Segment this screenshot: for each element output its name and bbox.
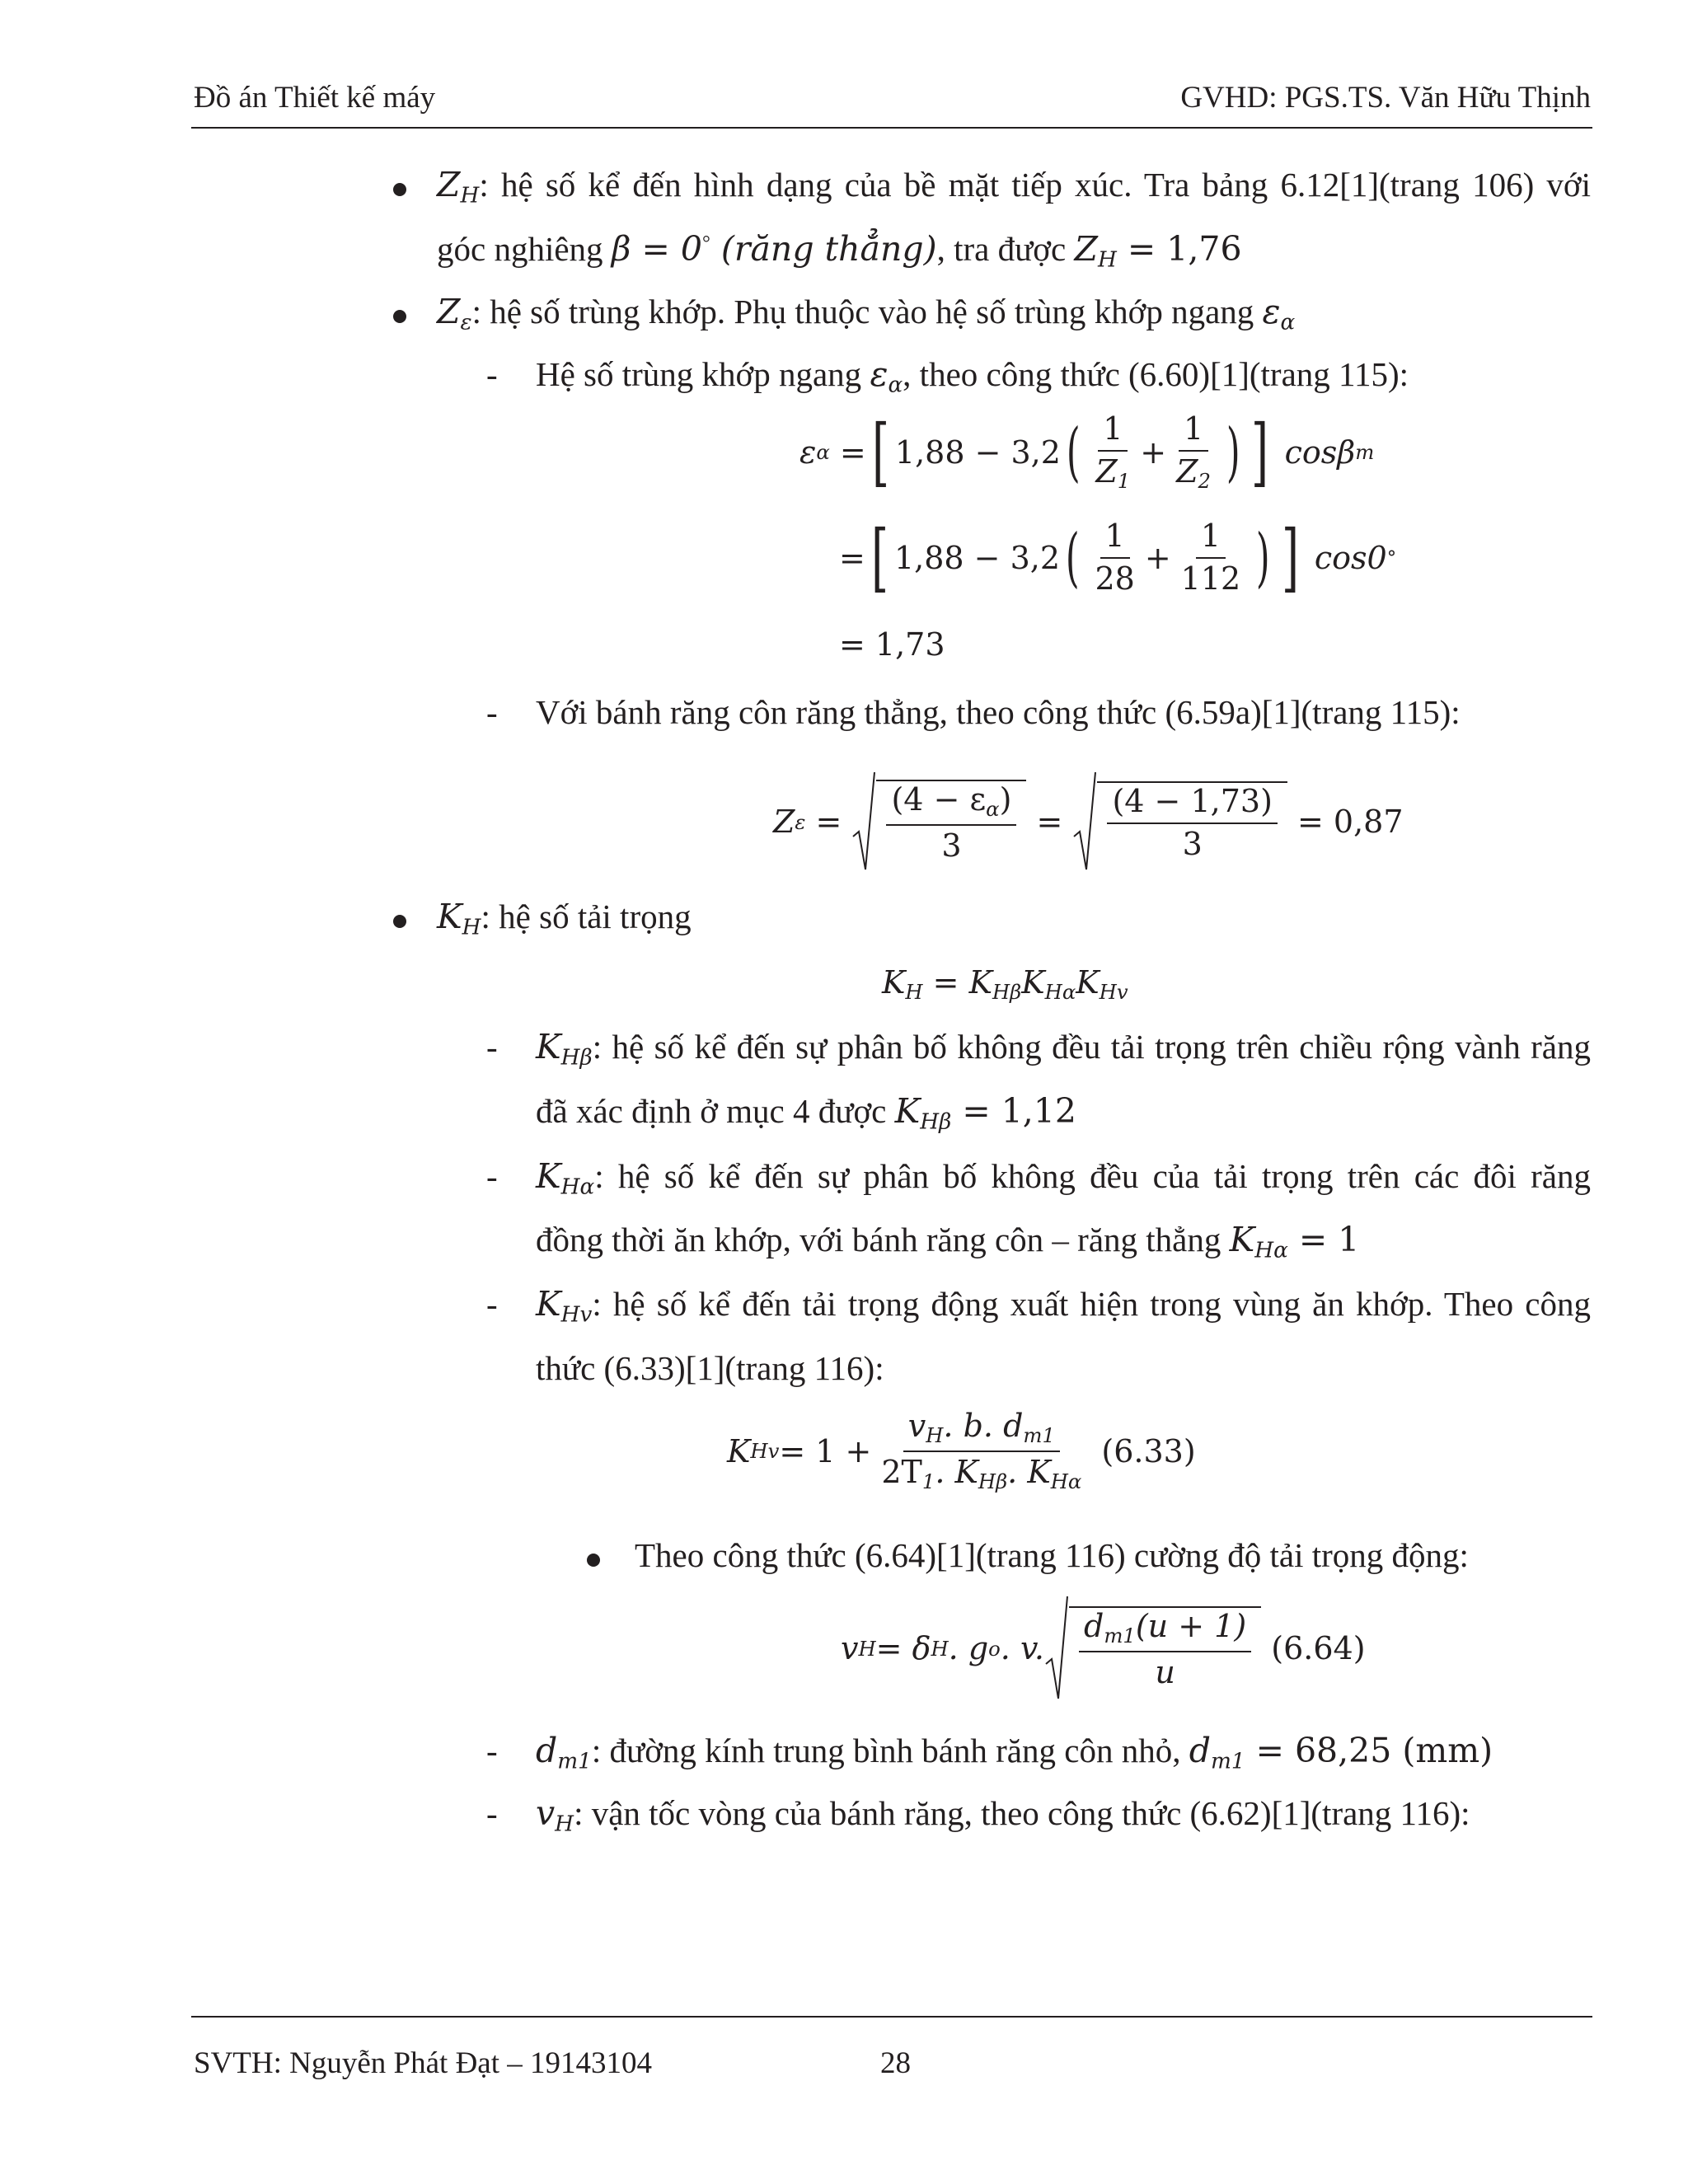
zh-value: = 1,76 — [1116, 229, 1242, 269]
eps-alpha-equation-row-1: ε α = [ 1,88 − 3,2 ( $\frac{1}{Z_1}$ + $\frac{1}{Z_2}$ ) ] cosβ m — [799, 408, 1375, 495]
header-divider — [191, 127, 1592, 129]
sqrt — [1044, 1595, 1261, 1702]
bullet-icon — [587, 1554, 600, 1567]
khb-line-1: $K_{H\beta}$: hệ số kể đến sự phân bố không đều tải trọng trên chiều rộng vành răng — [536, 1027, 1591, 1071]
bullet-icon — [393, 310, 406, 323]
z-eps-equation: Z ε = $\frac{(4 - \varepsilon_\alpha)}{3}$ = $\frac{(4 - 1,73)}{3}$ = 0,87 — [773, 771, 1404, 873]
zh-symbol: Z — [437, 165, 461, 204]
fraction: $\frac{1}{Z_1}$ — [1095, 410, 1131, 493]
radical-sign-icon — [851, 771, 876, 873]
ze-dash-1: Hệ số trùng khớp ngang $\varepsilon_\alpha$, theo công thức (6.60)[1](trang 115): — [536, 354, 1409, 398]
dash-marker: - — [486, 1285, 498, 1323]
fraction: $\frac{d_{m1}(u + 1)}{u}$ — [1079, 1610, 1251, 1690]
fraction: $\frac{1}{Z_2}$ — [1176, 410, 1211, 493]
dash-marker: - — [486, 1732, 498, 1769]
radical-sign-icon — [1072, 771, 1097, 873]
ze-intro: $Z_\varepsilon$: hệ số trùng khớp. Phụ thuộc vào hệ số trùng khớp ngang $\varepsilon_\alpha$ — [437, 292, 1296, 335]
fraction: $\frac{1}{112}$ — [1180, 518, 1241, 597]
dm1-line: $d_{m1}$: đường kính trung bình bánh răng côn nhỏ, $d_{m1} = 68,25$ (mm) — [536, 1731, 1493, 1774]
eps-alpha-equation-row-2: = [ 1,88 − 3,2 ( $\frac{1}{28}$ + $\frac{1}{112}$ ) ] cos0 ° — [839, 513, 1397, 601]
footer-divider — [191, 2016, 1592, 2018]
bullet-icon — [393, 183, 406, 196]
sqrt — [1072, 771, 1287, 873]
fraction: $\frac{v_H. b. d_{m1}}{2T_1. K_{H\beta}. K_{H\alpha}}$ — [881, 1408, 1082, 1493]
equation-reference: (6.33) — [1101, 1432, 1196, 1469]
fraction: $\frac{(4 - \varepsilon_\alpha)}{3}$ — [886, 783, 1016, 863]
equation-reference: (6.64) — [1271, 1630, 1366, 1666]
radical-sign-icon — [1044, 1595, 1069, 1702]
khb-line-2: đã xác định ở mục 4 được $K_{H\beta} = 1,12$ — [536, 1091, 1077, 1135]
bullet-icon — [393, 915, 406, 928]
footer-student: SVTH: Nguyễn Phát Đạt – 19143104 — [194, 2046, 652, 2080]
zh-description: : hệ số kể đến hình dạng của bề mặt tiếp xúc. Tra bảng 6.12[1](trang 106) với — [479, 166, 1591, 204]
dash-marker: - — [486, 693, 498, 731]
header-left: Đồ án Thiết kế máy — [194, 81, 436, 115]
fraction: $\frac{1}{28}$ — [1095, 518, 1135, 597]
zh-line-1: $Z_H$: hệ số kể đến hình dạng của bề mặt tiếp xúc. Tra bảng 6.12[1](trang 106) với — [437, 165, 1591, 209]
fraction: $\frac{(4 - 1,73)}{3}$ — [1107, 785, 1277, 862]
dash-marker: - — [486, 1028, 498, 1066]
dash-marker: - — [486, 1157, 498, 1195]
khv-line-2: thức (6.33)[1](trang 116): — [536, 1349, 884, 1387]
zh-line-2: góc nghiêng β = 0° (răng thẳng), tra được $Z_H = 1,76$ — [437, 229, 1242, 273]
dash-marker: - — [486, 355, 498, 393]
ze-dash-2: Với bánh răng côn răng thẳng, theo công thức (6.59a)[1](trang 115): — [536, 693, 1461, 731]
vh-bullet-text: Theo công thức (6.64)[1](trang 116) cường độ tải trọng động: — [635, 1536, 1469, 1574]
eps-alpha-equation-row-3: = 1,73 — [839, 626, 945, 663]
header-right: GVHD: PGS.TS. Văn Hữu Thịnh — [1180, 81, 1591, 115]
kh-formula: $K_H = K_{H\beta}K_{H\alpha}K_{Hv}$ — [882, 964, 1128, 1004]
khv-equation: K Hv = 1 + $\frac{v_H. b. d_{m1}}{2T_1. K_{H\beta}. K_{H\alpha}}$ (6.33) — [727, 1408, 1196, 1493]
kh-intro: $K_H$: hệ số tải trọng — [437, 897, 692, 940]
page-number: 28 — [880, 2046, 911, 2080]
khv-line-1: $K_{Hv}$: hệ số kể đến tải trọng động xuất hiện trong vùng ăn khớp. Theo công — [536, 1284, 1591, 1328]
vh-equation: v H = δ H . g o . v. $\frac{d_{m1}(u + 1)}{u}$ (6.64) — [841, 1595, 1366, 1702]
dash-marker: - — [486, 1794, 498, 1832]
kha-line-1: $K_{H\alpha}$: hệ số kể đến sự phân bố không đều của tải trọng trên các đôi răng — [536, 1156, 1591, 1200]
sqrt — [851, 771, 1026, 873]
vh-line: $v_H$: vận tốc vòng của bánh răng, theo công thức (6.62)[1](trang 116): — [536, 1793, 1470, 1837]
kha-line-2: đồng thời ăn khớp, với bánh răng côn – răng thẳng $K_{H\alpha} = 1$ — [536, 1220, 1360, 1263]
